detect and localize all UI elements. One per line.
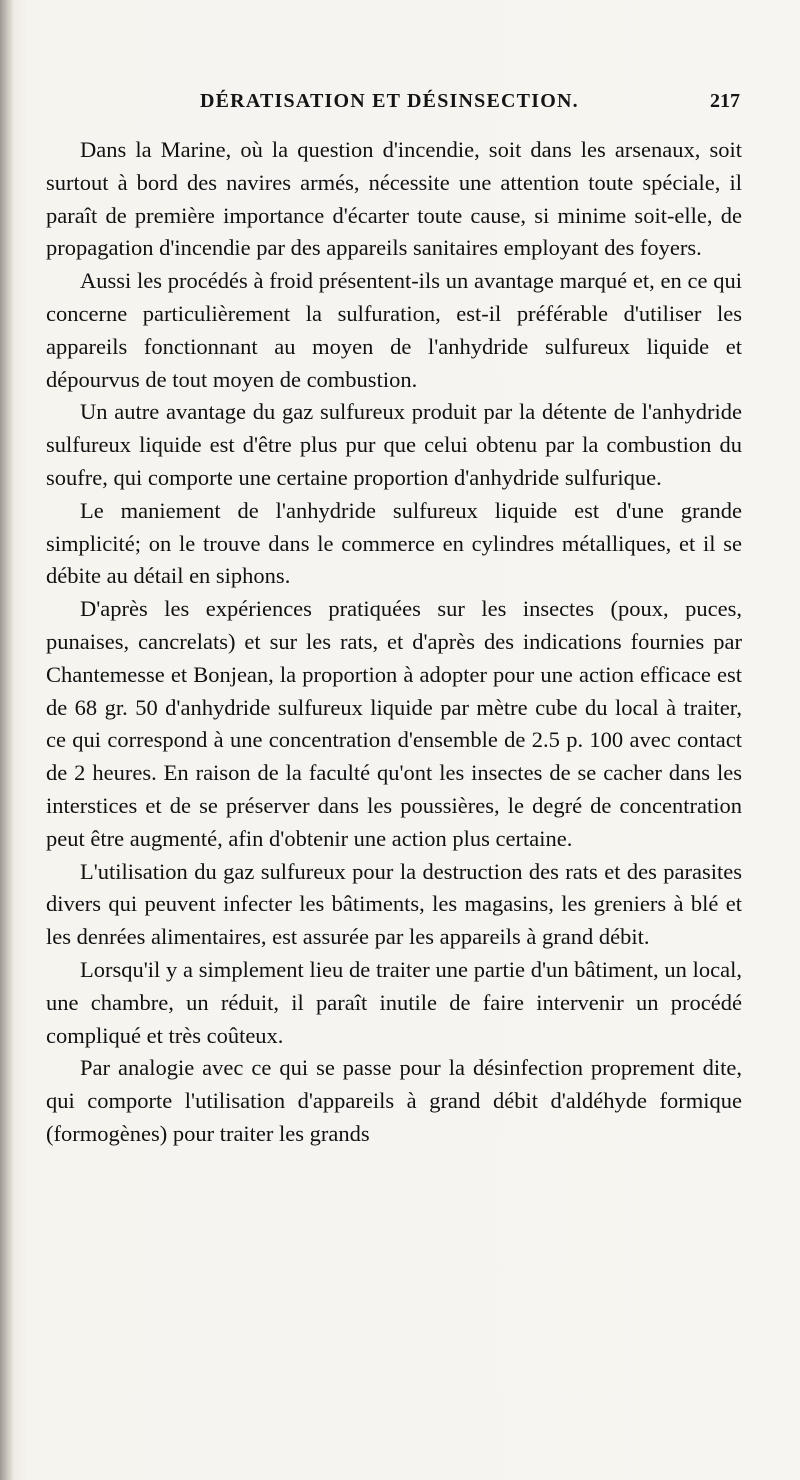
paragraph: Aussi les procédés à froid présentent-ils un avantage marqué et, en ce qui concerne particulièrement la sulfuration, est-il préférable d'utiliser les appareils fonctionnant au moyen de l'anhydride sulfureux liquide et dépourvus de tout moyen de combustion. [46, 268, 742, 392]
page-header [200, 90, 740, 124]
paragraph: Dans la Marine, où la question d'incendie, soit dans les arsenaux, soit surtout à bord des navires armés, nécessite une attention toute spéciale, il paraît de première importance d'écarter toute cause, si minime soit-elle, de propagation d'incendie par des appareils sanitaires employant des foyers. [46, 137, 742, 261]
running-head: DÉRATISATION ET DÉSINSECTION. [200, 90, 579, 112]
paragraph: D'après les expériences pratiquées sur les insectes (poux, puces, punaises, cancrelats) et sur les rats, et d'après des indications fournies par Chantemesse et Bonjean, la proportion à adopter pour une action efficace est de 68 gr. 50 d'anhydride sulfureux liquide par mètre cube du local à traiter, ce qui correspond à une concentration d'ensemble de 2.5 p. 100 avec contact de 2 heures. En raison de la faculté qu'ont les insectes de se cacher dans les interstices et de se préserver dans les poussières, le degré de concentration peut être augmenté, afin d'obtenir une action plus certaine. [46, 596, 742, 851]
paragraph: Lorsqu'il y a simplement lieu de traiter une partie d'un bâtiment, un local, une chambre, un réduit, il paraît inutile de faire intervenir un procédé compliqué et très coûteux. [46, 956, 742, 1048]
body-text [46, 134, 742, 1151]
paragraph: Par analogie avec ce qui se passe pour la désinfection proprement dite, qui comporte l'utilisation d'appareils à grand débit d'aldéhyde formique (formogènes) pour traiter les grands [46, 1055, 742, 1146]
paragraph: Un autre avantage du gaz sulfureux produit par la détente de l'anhydride sulfureux liquide est d'être plus pur que celui obtenu par la combustion du soufre, qui comporte une certaine proportion d'anhydride sulfurique. [46, 399, 742, 490]
paragraph: L'utilisation du gaz sulfureux pour la destruction des rats et des parasites divers qui peuvent infecter les bâtiments, les magasins, les greniers à blé et les denrées alimentaires, est assurée par les appareils à grand débit. [46, 858, 742, 950]
paragraph: Le maniement de l'anhydride sulfureux liquide est d'une grande simplicité; on le trouve dans le commerce en cylindres métalliques, et il se débite au détail en siphons. [46, 497, 742, 589]
page-number: 217 [710, 90, 740, 112]
page-binding-edge [0, 0, 14, 1480]
